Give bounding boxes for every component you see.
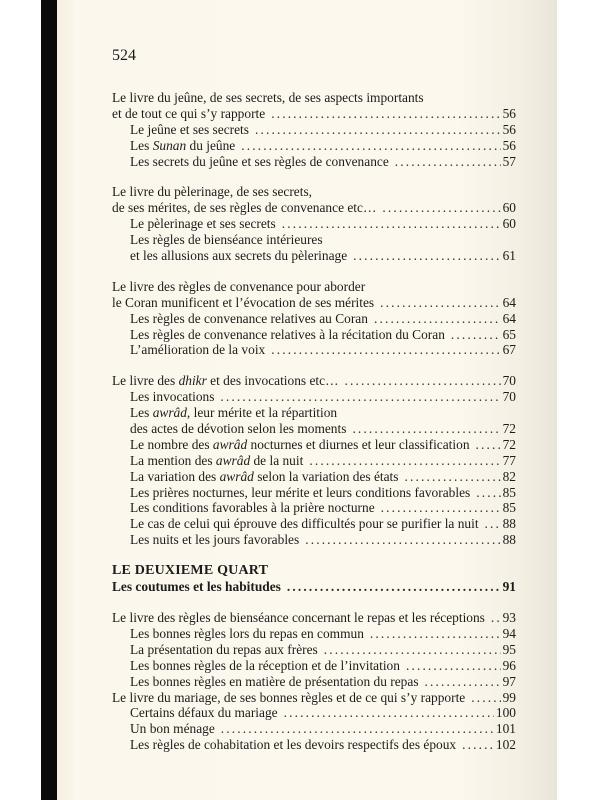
dot-leader [287, 579, 501, 595]
dot-leader [370, 626, 501, 642]
dot-leader [381, 500, 501, 516]
toc-entry: L’amélioration de la voix . . . 67 [112, 342, 516, 358]
toc-page-ref: 88 [502, 532, 516, 548]
dot-leader [451, 327, 501, 343]
toc-entry: des actes de dévotion selon les moments . . . 72 [112, 421, 516, 437]
table-of-contents [112, 90, 516, 768]
toc-page-ref: 82 [502, 468, 516, 484]
toc-entry: La présentation du repas aux frères . . . 95 [112, 642, 516, 658]
toc-page-ref: 65 [502, 326, 516, 342]
toc-page-ref: 77 [502, 452, 516, 468]
toc-entry: le Coran munificent et l’évocation de ses mérites . . . 64 [112, 295, 516, 311]
toc-entry: Les secrets du jeûne et ses règles de convenance . . . 57 [112, 154, 516, 170]
toc-page-ref: 56 [502, 105, 516, 121]
toc-entry: Certains défaux du mariage . . . 100 [112, 705, 516, 721]
dot-leader [405, 469, 501, 485]
toc-entry: Les nuits et les jours favorables . . . 88 [112, 532, 516, 548]
scan-border [41, 0, 57, 800]
dot-leader [395, 154, 501, 170]
dot-leader [282, 216, 501, 232]
dot-leader [374, 311, 501, 327]
toc-page-ref: 61 [502, 248, 516, 264]
toc-page-ref: 70 [502, 373, 516, 389]
toc-page-ref: 64 [502, 294, 516, 310]
toc-entry: Le livre du pèlerinage, de ses secrets, [112, 184, 313, 200]
dot-leader [255, 122, 501, 138]
dot-leader [380, 295, 500, 311]
toc-entry: Le livre des dhikr et des invocations etc… . . . 70 [112, 373, 516, 389]
toc-entry: Le nombre des awrâd nocturnes et diurnes et leur classification . . . 72 [112, 437, 516, 453]
section-subtitle: Les coutumes et les habitudes . . . 91 [112, 579, 516, 595]
dot-leader [353, 248, 500, 264]
toc-page-ref: 101 [495, 721, 516, 737]
dot-leader [406, 658, 501, 674]
dot-leader [271, 106, 500, 122]
dot-leader [241, 138, 500, 154]
toc-entry: Le livre des règles de convenance pour aborder [112, 278, 366, 294]
toc-entry: Les règles de convenance relatives à la récitation du Coran . . . 65 [112, 327, 516, 343]
dot-leader [382, 200, 500, 216]
toc-entry: Le pèlerinage et ses secrets . . . 60 [112, 216, 516, 232]
toc-page-ref: 97 [502, 673, 516, 689]
toc-entry: Les règles de bienséance intérieures [130, 232, 323, 248]
toc-page-ref: 56 [502, 137, 516, 153]
toc-page-ref: 70 [502, 389, 516, 405]
toc-page-ref: 88 [502, 516, 516, 532]
dot-leader [284, 705, 494, 721]
toc-group-dhikr [112, 373, 516, 548]
toc-page-ref: 102 [495, 737, 516, 753]
toc-group-fasting [112, 90, 516, 169]
toc-entry: Un bon ménage . . . 101 [112, 721, 516, 737]
toc-group-pilgrimage [112, 184, 516, 263]
toc-page-ref: 96 [502, 657, 516, 673]
toc-entry: Les prières nocturnes, leur mérite et leurs conditions favorables . . . 85 [112, 485, 516, 501]
toc-entry: Le livre du mariage, de ses bonnes règles et de ce qui s’y rapporte . . . 99 [112, 690, 516, 706]
toc-page-ref: 91 [502, 579, 516, 595]
dot-leader [221, 721, 494, 737]
toc-page-ref: 100 [495, 705, 516, 721]
toc-page-ref: 72 [502, 436, 516, 452]
section-title: LE DEUXIEME QUART [112, 563, 269, 579]
toc-entry: Les bonnes règles lors du repas en commun . . . 94 [112, 626, 516, 642]
dot-leader [471, 690, 500, 706]
toc-group-meals-marriage [112, 610, 516, 753]
toc-entry: Le cas de celui qui éprouve des difficultés pour se purifier la nuit . . . 88 [112, 516, 516, 532]
toc-entry: Les règles de cohabitation et les devoirs respectifs des époux . . . 102 [112, 737, 516, 753]
toc-page-ref: 57 [502, 153, 516, 169]
dot-leader [485, 516, 501, 532]
toc-entry: et de tout ce qui s’y rapporte . . . 56 [112, 106, 516, 122]
dot-leader [491, 610, 501, 626]
toc-group-quran [112, 279, 516, 358]
dot-leader [324, 642, 501, 658]
toc-page-ref: 85 [502, 500, 516, 516]
toc-page-ref: 72 [502, 421, 516, 437]
toc-page-ref: 99 [502, 689, 516, 705]
dot-leader [476, 437, 501, 453]
toc-page-ref: 64 [502, 310, 516, 326]
toc-entry: Les bonnes règles en matière de présentation du repas . . . 97 [112, 674, 516, 690]
toc-entry: La mention des awrâd de la nuit . . . 77 [112, 453, 516, 469]
toc-page-ref: 93 [502, 610, 516, 626]
toc-entry: Les règles de convenance relatives au Coran . . . 64 [112, 311, 516, 327]
toc-page-ref: 56 [502, 121, 516, 137]
dot-leader [425, 674, 501, 690]
toc-entry: Les invocations . . . 70 [112, 389, 516, 405]
dot-leader [476, 485, 500, 501]
toc-entry: Les awrâd, leur mérite et la répartition [130, 405, 338, 421]
toc-section-second-quarter [112, 563, 516, 595]
toc-page-ref: 67 [502, 342, 516, 358]
toc-entry: Les bonnes règles de la réception et de l’invitation . . . 96 [112, 658, 516, 674]
toc-page-ref: 95 [502, 641, 516, 657]
dot-leader [344, 373, 500, 389]
dot-leader [462, 737, 494, 753]
book-page [57, 0, 557, 800]
toc-entry: Les conditions favorables à la prière nocturne . . . 85 [112, 500, 516, 516]
dot-leader [352, 421, 500, 437]
dot-leader [305, 532, 500, 548]
toc-page-ref: 60 [502, 200, 516, 216]
toc-entry: Les Sunan du jeûne . . . 56 [112, 138, 516, 154]
toc-entry: Le livre des règles de bienséance concernant le repas et les réceptions . . . 93 [112, 610, 516, 626]
dot-leader [309, 453, 500, 469]
toc-page-ref: 60 [502, 216, 516, 232]
toc-entry: Le jeûne et ses secrets . . . 56 [112, 122, 516, 138]
dot-leader [271, 342, 500, 358]
toc-page-ref: 94 [502, 625, 516, 641]
dot-leader [220, 389, 500, 405]
toc-entry: Le livre du jeûne, de ses secrets, de ses aspects importants [112, 90, 424, 105]
toc-page-ref: 85 [502, 484, 516, 500]
toc-entry: La variation des awrâd selon la variation des états . . . 82 [112, 469, 516, 485]
toc-entry: et les allusions aux secrets du pèlerinage . . . 61 [112, 248, 516, 264]
toc-entry: de ses mérites, de ses règles de convenance etc… . . . 60 [112, 200, 516, 216]
page-number: 524 [112, 47, 136, 64]
